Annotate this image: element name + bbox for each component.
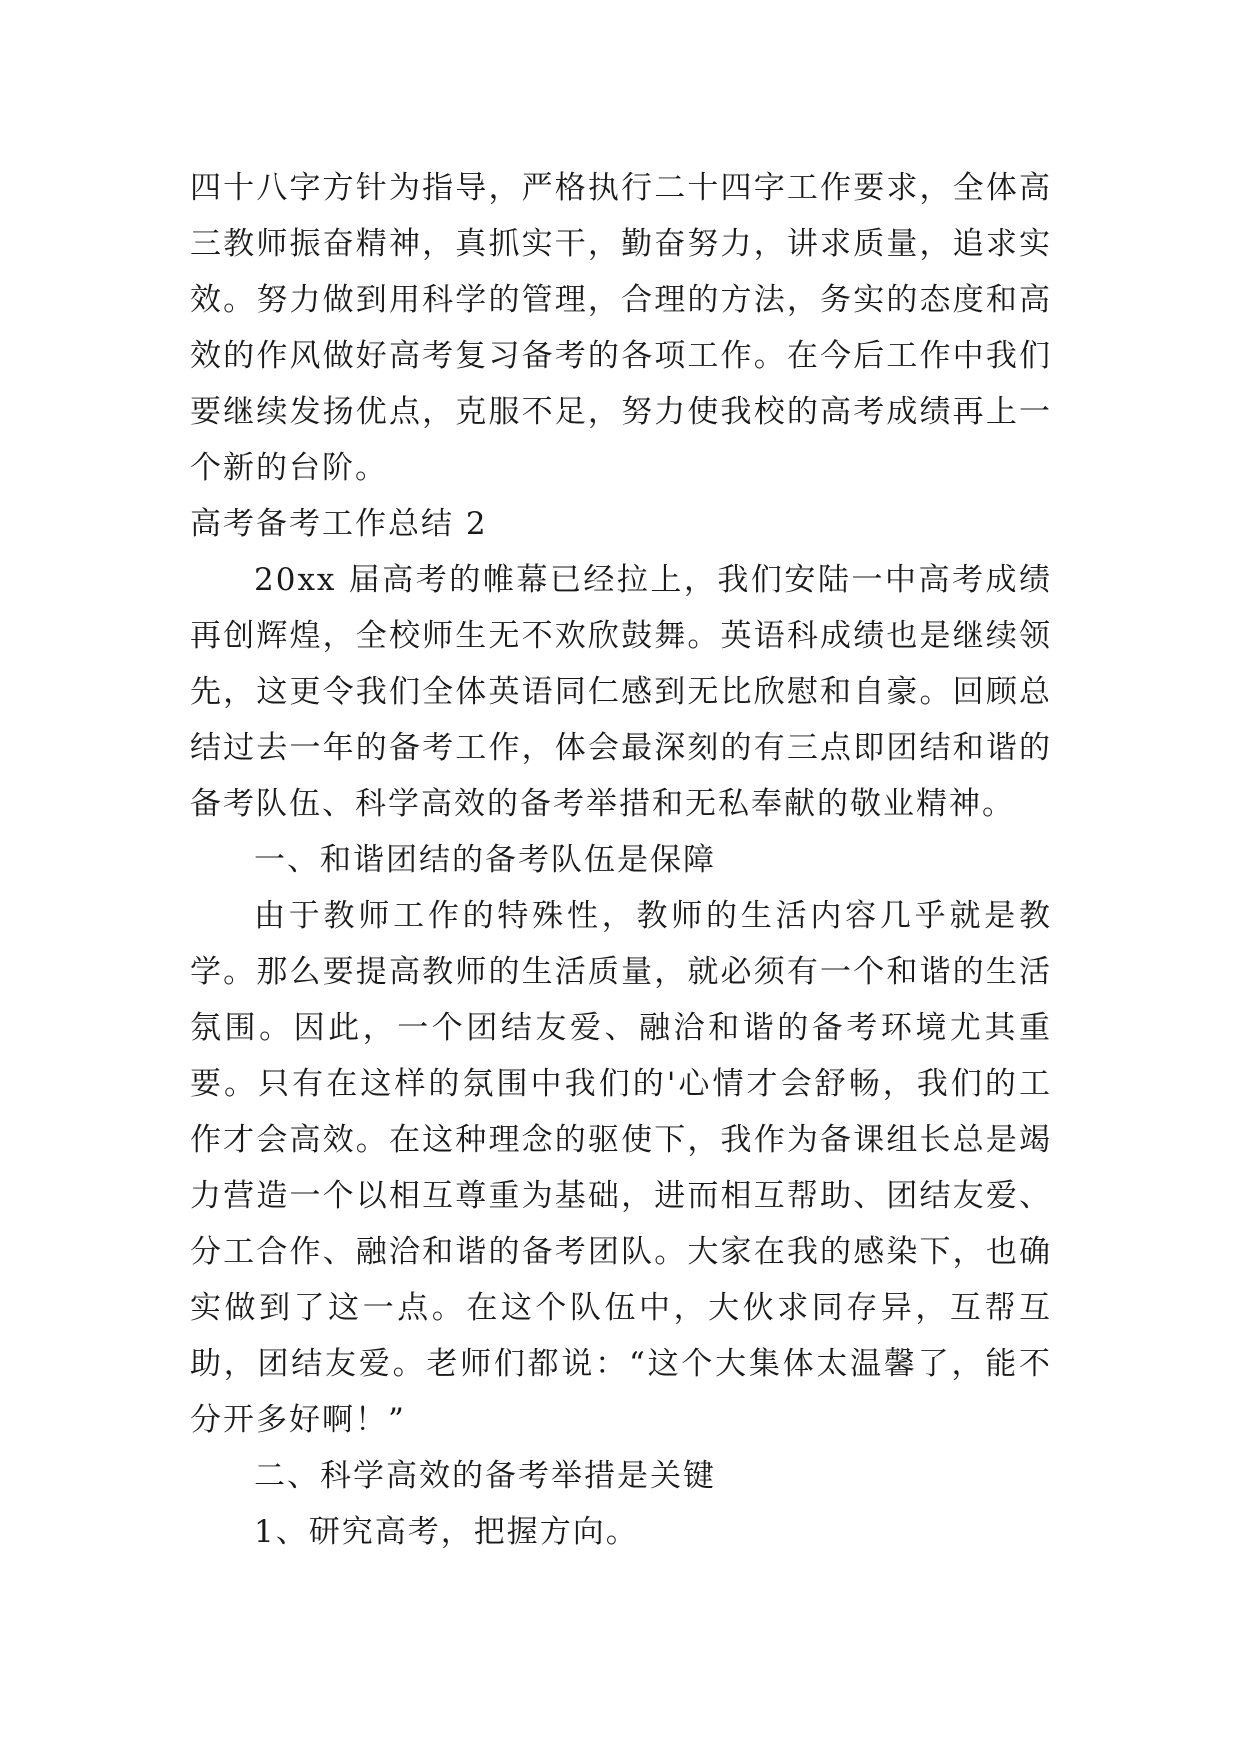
subheading-two: 二、科学高效的备考举措是关键 bbox=[254, 1458, 716, 1494]
subheading-one: 一、和谐团结的备考队伍是保障 bbox=[254, 842, 716, 878]
subheading-three: 1、研究高考，把握方向。 bbox=[254, 1514, 639, 1550]
intro-paragraph: 四十八字方针为指导，严格执行二十四字工作要求，全体高三教师振奋精神，真抓实干，勤奋努力，讲求质量，追求实效。努力做到用科学的管理，合理的方法，务实的态度和高效的作风做好高考复习备考的各项工作。在今后工作中我们要继续发扬优点，克服不足，努力使我校的高考成绩再上一个新的台阶。 bbox=[190, 170, 1052, 486]
team-paragraph: 由于教师工作的特殊性，教师的生活内容几乎就是教学。那么要提高教师的生活质量，就必须有一个和谐的生活氛围。因此，一个团结友爱、融洽和谐的备考环境尤其重要。只有在这样的氛围中我们的'心情才会舒畅，我们的工作才会高效。在这种理念的驱使下，我作为备课组长总是竭力营造一个以相互尊重为基础，进而相互帮助、团结友爱、分工合作、融洽和谐的备考团队。大家在我的感染下，也确实做到了这一点。在这个队伍中，大伙求同存异，互帮互助，团结友爱。老师们都说：“这个大集体太温馨了，能不分开多好啊！” bbox=[190, 898, 1052, 1438]
document-body bbox=[190, 160, 1052, 1560]
section-title: 高考备考工作总结 2 bbox=[190, 506, 488, 542]
summary-paragraph: 20xx 届高考的帷幕已经拉上，我们安陆一中高考成绩再创辉煌，全校师生无不欢欣鼓舞。英语科成绩也是继续领先，这更令我们全体英语同仁感到无比欣慰和自豪。回顾总结过去一年的备考工作，体会最深刻的有三点即团结和谐的备考队伍、科学高效的备考举措和无私奉献的敬业精神。 bbox=[190, 562, 1052, 822]
